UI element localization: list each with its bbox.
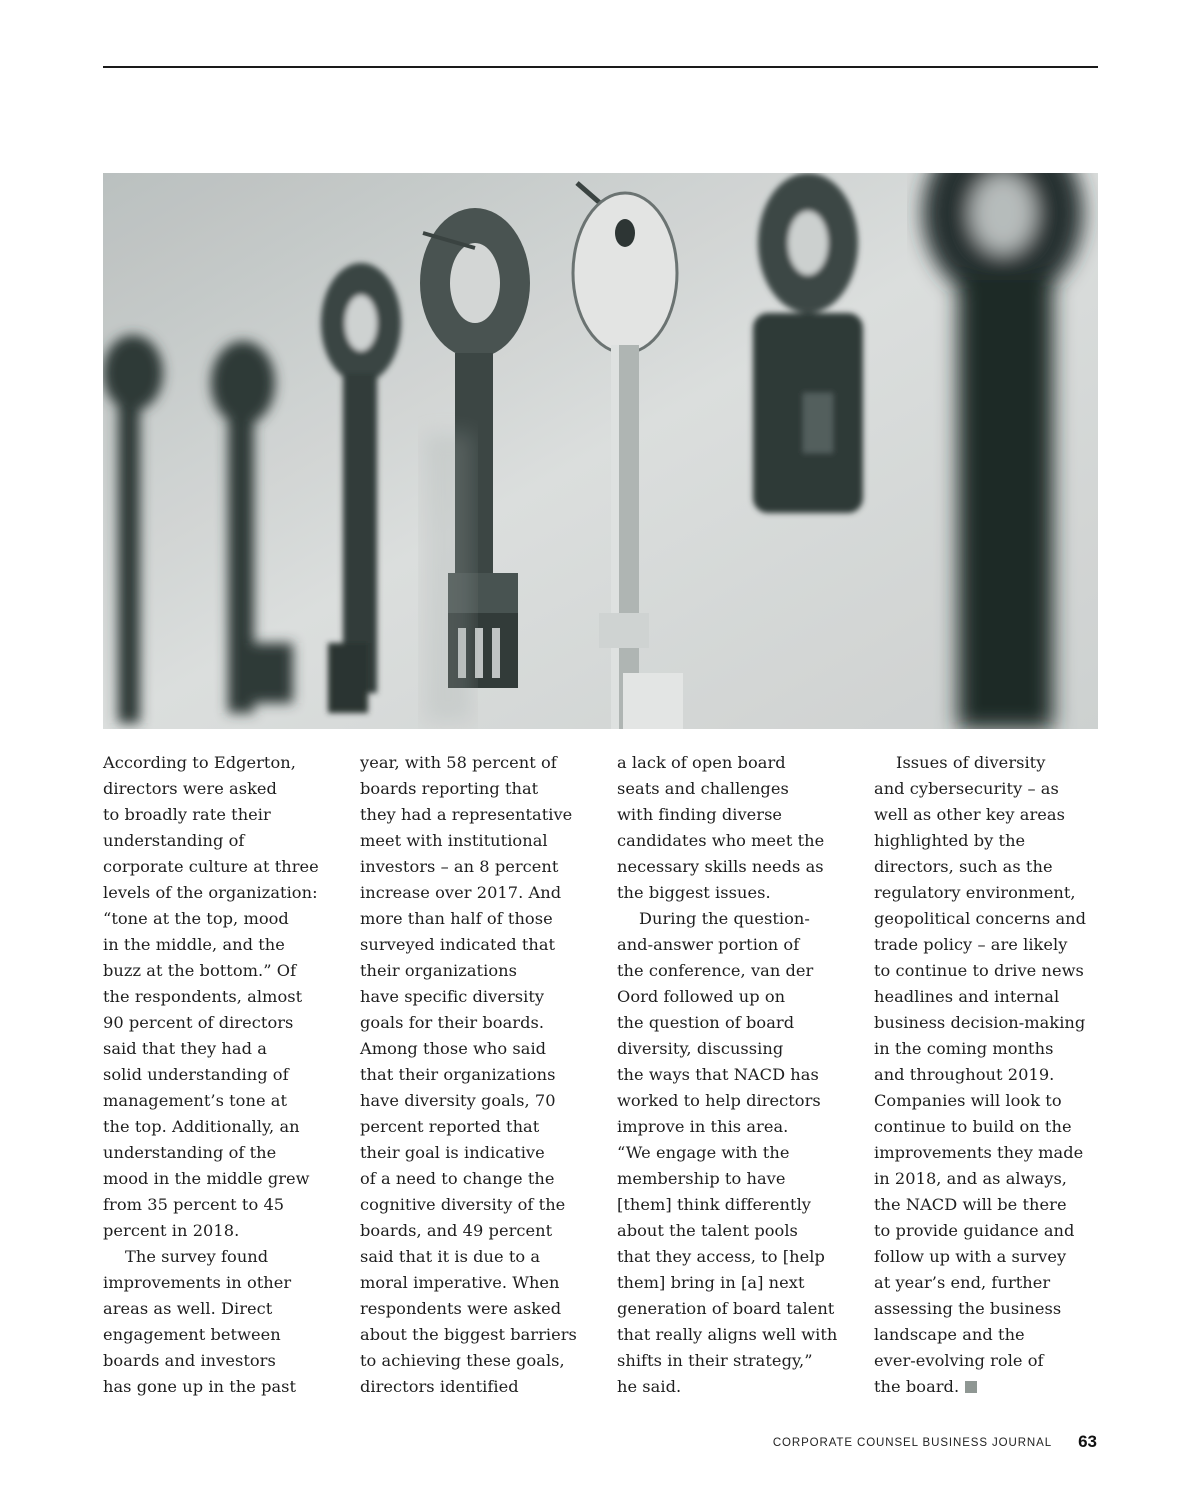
article-column-4 [874,750,1106,1400]
paragraph-text: Issues of diversity and cybersecurity – as well as other key areas highlighted by the directors, such as the regulatory environment, geopolitical concerns and trade policy – are likely to continue to drive news headlines and internal business decision-making in the coming months and throughout 2019. Companies will look to continue to build on the improvements they made in 2018, and as always, the NACD will be there to provide guidance and follow up with a survey at year’s end, further assessing the business landscape and the ever-evolving role of the board. [874,753,1087,1396]
article-column-3 [617,750,849,1400]
article-column-1 [103,750,335,1400]
paragraph: The survey found improvements in other areas as well. Direct engagement between boards and investors has gone up in the past [103,1247,297,1396]
paragraph: During the question- and-answer portion of the conference, van der Oord followed up on the question of board diversity, discussing the ways that NACD has worked to help directors improve in this area. “We engage with the membership to have [them] think differently about the talent pools that they access, to [help them] bring in [a] next generation of board talent that really aligns well with shifts in their strategy,” he said. [617,909,838,1396]
publication-title: CORPORATE COUNSEL BUSINESS JOURNAL [772,1437,1052,1449]
top-rule [103,66,1098,68]
paragraph [874,750,1106,1400]
paragraph: year, with 58 percent of boards reporting that they had a representative meet with institutional investors – an 8 percent increase over 2017. And more than half of those surveyed indicated that their organizations have specific diversity goals for their boards. Among those who said that their organizations have diversity goals, 70 percent reported that their goal is indicative of a need to change the cognitive diversity of the boards, and 49 percent said that it is due to a moral imperative. When respondents were asked about the biggest barriers to achieving these goals, directors identified [360,753,577,1396]
paragraph: a lack of open board seats and challenges with finding diverse candidates who meet the necessary skills needs as the biggest issues. [617,753,825,902]
keys-photo [103,173,1098,729]
article-column-2 [360,750,592,1400]
end-of-article-square-icon [965,1381,977,1393]
page-number: 63 [1078,1432,1097,1451]
paragraph: According to Edgerton, directors were asked to broadly rate their understanding of corporate culture at three levels of the organization: “tone at the top, mood in the middle, and the buzz at the bottom.” Of the respondents, almost 90 percent of directors said that they had a solid understanding of management’s tone at the top. Additionally, an understanding of the mood in the middle grew from 35 percent to 45 percent in 2018. [103,753,319,1240]
